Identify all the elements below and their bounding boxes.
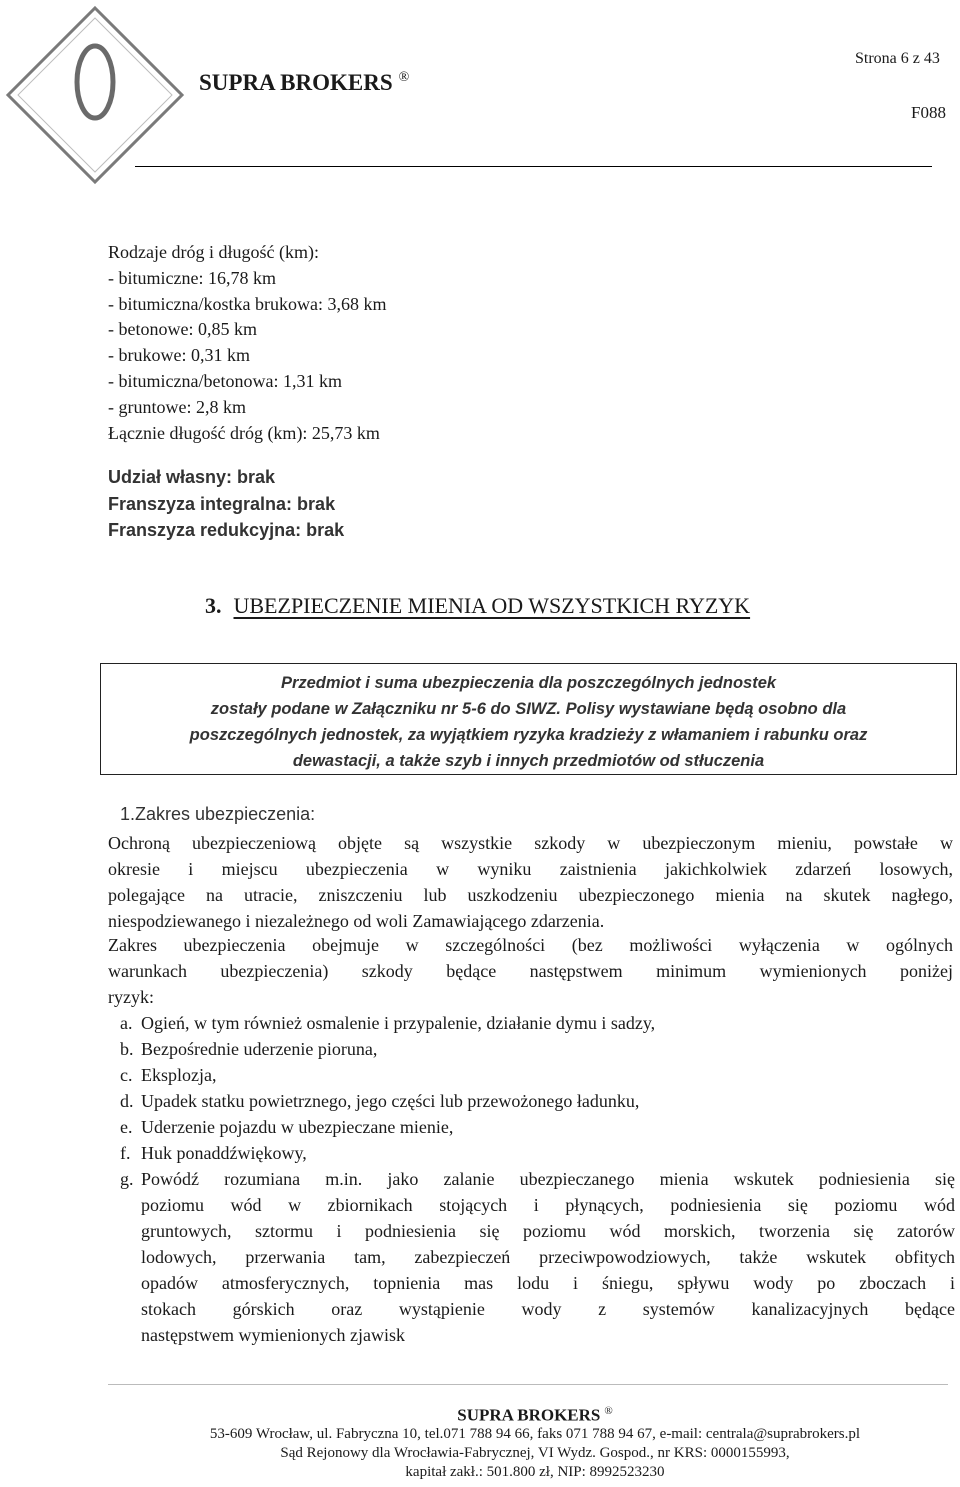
- list-item: - gruntowe: 2,8 km: [108, 396, 246, 417]
- footer-brand-name: SUPRA BROKERS: [457, 1405, 601, 1425]
- footer: [0, 1402, 960, 1482]
- scope-heading: 1.Zakres ubezpieczenia:: [120, 804, 316, 824]
- road-types-title: Rodzaje dróg i długość (km):: [108, 242, 319, 262]
- risk-letter: d.: [120, 1091, 134, 1111]
- company-logo: [0, 0, 190, 190]
- risk-letter: c.: [120, 1065, 133, 1085]
- risk-letter: f.: [120, 1143, 131, 1163]
- paragraph-line: Ochroną ubezpieczeniową objęte są wszystkie szkody w ubezpieczonym mieniu, powstałe w: [108, 833, 953, 853]
- note-line: dewastacji, a także szyb i innych przedmiotów od stłuczenia: [292, 752, 765, 770]
- franchise-block: [108, 464, 344, 544]
- header-brand-name: SUPRA BROKERS: [199, 70, 393, 95]
- header-divider: [135, 166, 932, 167]
- list-item: [120, 1088, 955, 1114]
- footer-capital: kapitał zakł.: 501.800 zł, NIP: 8992523230: [405, 1463, 665, 1480]
- risk-text: lodowych, przerwania tam, zabezpieczeń przeciwpowodziowych, także wskutek obfitych: [141, 1247, 955, 1267]
- integral-franchise: Franszyza integralna: brak: [108, 493, 336, 514]
- risk-text: gruntowych, sztormu i podniesienia się poziomu wód morskich, tworzenia się zatorów: [141, 1221, 955, 1241]
- reduction-franchise: Franszyza redukcyjna: brak: [108, 520, 345, 540]
- risk-text: poziomu wód w zbiornikach stojących i płynących, podniesienia się poziomu wód: [141, 1195, 955, 1215]
- note-line: Przedmiot i suma ubezpieczenia dla poszczególnych jednostek: [280, 674, 777, 692]
- risk-text: Uderzenie pojazdu w ubezpieczane mienie,: [141, 1117, 454, 1137]
- list-item: [120, 1114, 955, 1140]
- list-item: [120, 1166, 955, 1348]
- page-number: Strona 6 z 43: [855, 50, 940, 67]
- list-item: [120, 1010, 955, 1036]
- section-number: 3.: [205, 593, 222, 618]
- list-item: [120, 1062, 955, 1088]
- road-types-list: [108, 240, 386, 446]
- risk-text: Powódź rozumiana m.in. jako zalanie ubezpieczanego mienia wskutek podniesienia się: [141, 1169, 955, 1189]
- header-brand: [199, 70, 409, 96]
- risk-text: następstwem wymienionych zjawisk: [141, 1325, 405, 1345]
- list-item: - bitumiczna/kostka brukowa: 3,68 km: [108, 293, 387, 314]
- risk-text: Ogień, w tym również osmalenie i przypalenie, działanie dymu i sadzy,: [141, 1013, 656, 1033]
- risk-text: stokach górskich oraz wystąpienie wody z systemów kanalizacyjnych będące: [141, 1299, 955, 1319]
- note-line: zostały podane w Załączniku nr 5-6 do SIWZ. Polisy wystawiane będą osobno dla: [210, 700, 847, 718]
- own-share: Udział własny: brak: [108, 467, 276, 487]
- note-box: [100, 663, 957, 775]
- risk-letter: e.: [120, 1117, 133, 1137]
- risk-text: opadów atmosferycznych, topnienia mas lodu i śniegu, spływu wody po zboczach i: [141, 1273, 955, 1293]
- paragraph-line: okresie i miejscu ubezpieczenia w wyniku zaistnienia jakichkolwiek zdarzeń losowych,: [108, 859, 953, 879]
- risk-letter: b.: [120, 1039, 134, 1059]
- note-line: poszczególnych jednostek, za wyjątkiem ryzyka kradzieży z włamaniem i rabunku oraz: [189, 726, 868, 744]
- paragraph-line: Zakres ubezpieczenia obejmuje w szczególności (bez możliwości wyłączenia w ogólnych: [108, 935, 953, 955]
- risk-text: Upadek statku powietrznego, jego części lub przewożonego ładunku,: [141, 1091, 640, 1111]
- risk-letter: g.: [120, 1169, 134, 1189]
- form-code: F088: [911, 103, 946, 122]
- paragraph-line: niespodziewanego i niezależnego od woli Zamawiającego zdarzenia.: [108, 911, 605, 931]
- footer-court: Sąd Rejonowy dla Wrocławia-Fabrycznej, VI Wydz. Gospod., nr KRS: 0000155993,: [280, 1444, 790, 1461]
- list-item: [120, 1036, 955, 1062]
- footer-address: 53-609 Wrocław, ul. Fabryczna 10, tel.071 788 94 66, faks 071 788 94 67, e-mail: centrala@suprabrokers.pl: [209, 1425, 861, 1442]
- road-total: Łącznie długość dróg (km): 25,73 km: [108, 422, 380, 443]
- risk-text: Eksplozja,: [141, 1065, 217, 1085]
- scope-paragraph-2: [108, 932, 953, 1010]
- section-title: UBEZPIECZENIE MIENIA OD WSZYSTKICH RYZYK: [233, 593, 751, 618]
- risk-list: [120, 1010, 955, 1348]
- footer-divider: [108, 1384, 948, 1385]
- registered-mark: ®: [604, 1405, 613, 1417]
- registered-mark: ®: [398, 70, 410, 86]
- list-item: - brukowe: 0,31 km: [108, 345, 250, 366]
- list-item: [120, 1140, 955, 1166]
- paragraph-line: warunkach ubezpieczenia) szkody będące następstwem minimum wymienionych poniżej: [108, 961, 953, 981]
- list-item: - bitumiczne: 16,78 km: [108, 267, 276, 288]
- paragraph-line: ryzyk:: [108, 987, 154, 1007]
- list-item: - betonowe: 0,85 km: [108, 319, 257, 340]
- risk-letter: a.: [120, 1013, 133, 1033]
- footer-brand: [0, 1402, 960, 1425]
- section-heading: [205, 593, 750, 619]
- risk-text: Huk ponaddźwiękowy,: [141, 1143, 307, 1163]
- paragraph-line: polegające na utracie, zniszczeniu lub uszkodzeniu ubezpieczonego mienia na skutek nagłego,: [108, 885, 953, 905]
- list-item: - bitumiczna/betonowa: 1,31 km: [108, 370, 342, 391]
- risk-text: Bezpośrednie uderzenie pioruna,: [141, 1039, 378, 1059]
- scope-paragraph-1: [108, 830, 953, 934]
